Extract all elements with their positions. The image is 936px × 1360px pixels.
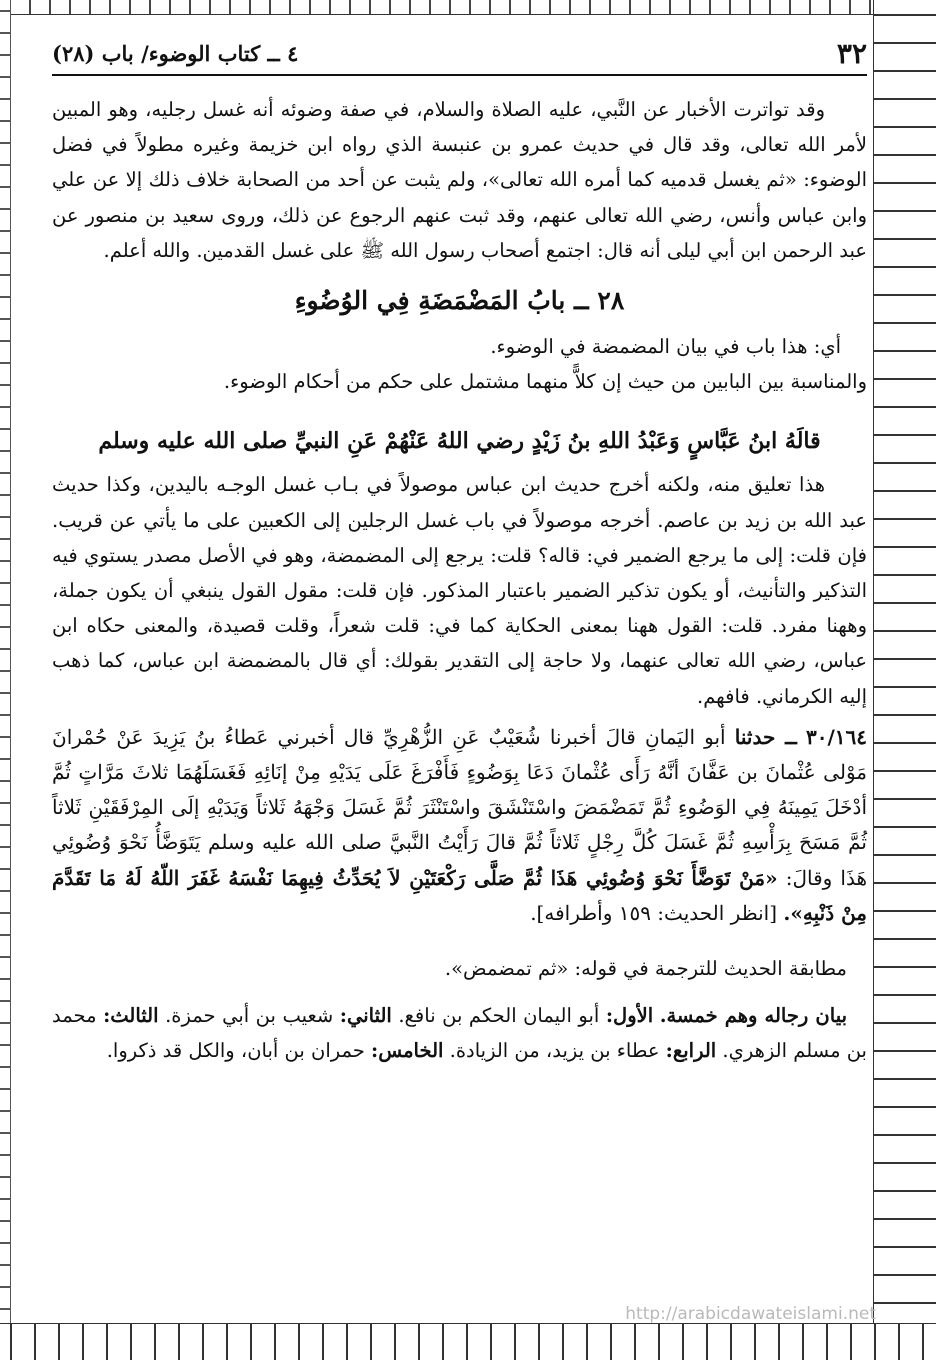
hadith-reference: [انظر الحديث: ١٥٩ وأطرافه]. — [530, 900, 778, 925]
running-title: ٤ ــ كتاب الوضوء/ باب (٢٨) — [52, 40, 299, 66]
rijal-fourth: عطاء بن يزيد، من الزيادة. — [449, 1039, 660, 1063]
explanation-line-2: والمناسبة بين البابين من حيث إن كلاًّ منهما مشتمل على حكم من أحكام الوضوء. — [223, 370, 867, 394]
rijal-third-label: الثالث: — [103, 1004, 159, 1028]
rijal-fifth-label: الخامس: — [371, 1039, 444, 1063]
intro-paragraph: وقد تواترت الأخبار عن النَّبي، عليه الصلاة والسلام، في صفة وضوئه أنه غسل رجليه، وهو المبين لأمر الله تعالى، وقد قال في حديث عمرو بن عنبسة الذي رواه ابن خزيمة وغيره مطولاً في فضل الوضوء: «ثم يغسل قدميه كما أمره الله تعالى»، ولم يثبت عن أحد من الصحابة خلاف ذلك إلا عن علي وابن عباس وأنس، رضي الله تعالى عنهم، وقد ثبت عنهم الرجوع عن ذلك، وروى سعيد بن منصور عن عبد الرحمن ابن أبي ليلى أنه قال: اجتمع أصحاب رسول الله ﷺ على غسل القدمين. والله أعلم. — [52, 98, 867, 262]
rijal-third: محمد بن مسلم الزهري. — [52, 1004, 867, 1063]
rijal-first-label: الأول: — [605, 1004, 654, 1028]
chapter-title: ٢٨ ــ بابُ المَضْمَضَةِ فِي الوُضُوءِ — [294, 286, 625, 316]
hadith-block — [52, 720, 867, 931]
mutabaqa-line: مطابقة الحديث للترجمة في قوله: «ثم تمضمض». — [444, 957, 847, 981]
qala-line: قالَهُ ابنُ عَبَّاسٍ وَعَبْدُ اللهِ بنُ زَيْدٍ رضي اللهُ عَنْهُمْ عَنِ النبيِّ صلى الله عليه وسلم — [98, 428, 821, 455]
decorative-border-left — [0, 0, 11, 1360]
decorative-border-right — [873, 0, 936, 1360]
book-page — [52, 32, 867, 1332]
hadith-matn-strong: «مَنْ تَوَضَّأَ نَحْوَ وُضُوئِي هَذَا ثُمَّ صَلَّى رَكْعَتَيْنِ لاَ يُحَدِّثُ فِيهِمَا نَفْسَهُ غَفَرَ اللّهُ لَهُ مَا تَقَدَّمَ مِنْ ذَنْبِهِ». — [52, 865, 867, 925]
explanation-line-1: أي: هذا باب في بيان المضمضة في الوضوء. — [490, 335, 841, 359]
commentary-paragraph: هذا تعليق منه، ولكنه أخرج حديث ابن عباس موصولاً في بـاب غسل الوجـه باليدين، وكذا حديث عبد الله بن زيد بن عاصم. أخرجه موصولاً في باب غسل الرجلين إلى الكعبين على ما يأتي عن قريب. فإن قلت: إلى ما يرجع الضمير في: قاله؟ قلت: يرجع إلى المضمضة، وهو في الأصل مصدر يستوي فيه التذكير والتأنيث، أو يكون تذكير الضمير باعتبار المذكور. فإن قلت: مقول القول ينبغي أن يكون جملة، وههنا مفرد. قلت: القول ههنا بمعنى الحكاية كما في: قلت شعراً، وقلت قصيدة، والمعنى حكاه ابن عباس، رضي الله تعالى عنهما، ولا حاجة إلى التقدير بقولك: أي قال بالمضمضة ابن عباس، كما ذهب إليه الكرماني. فافهم. — [52, 473, 867, 708]
rijal-heading: بيان رجاله وهم خمسة. — [659, 1004, 848, 1028]
page-number: ٣٢ — [836, 36, 867, 70]
hadith-number: ٣٠/١٦٤ — [806, 724, 868, 749]
rijal-second: شعيب بن أبي حمزة. — [165, 1004, 334, 1028]
hadith-haddathana: ــ حدثنا — [734, 724, 797, 749]
hadith-text: أبو اليَمانِ قالَ أخبرنا شُعَيْبٌ عَنِ الزُّهْرِيِّ قال أخبرني عَطاءُ بنُ يَزِيدَ عَنْ حُمْرانَ مَوْلى عُثْمانَ بن عَفَّانَ أنَّهُ رَأَى عُثْمانَ دَعَا بِوَضُوءٍ فَأَفْرَغَ عَلَى يَدَيْهِ مِنْ إنَائِهِ فَغَسَلَهُمَا ثلاثَ مَرَّاتٍ ثُمَّ أدْخَلَ يَمِينَهُ فِي الوَضُوءِ ثُمَّ تَمَضْمَضَ واسْتَنْشَقَ واسْتَنْثَرَ ثُمَّ غَسَلَ وَجْهَهُ ثَلاثاً وَيَدَيْهِ إلَى المِرْفَقَيْنِ ثَلاثاً ثُمَّ مَسَحَ بِرَأْسِهِ ثُمَّ غَسَلَ كُلَّ رِجْلٍ ثَلاثاً ثُمَّ قالَ رَأَيْتُ النَّبيَّ صلى الله عليه وسلم يَتَوَضَّأُ نَحْوَ وُضُوئِي هَذَا وقالَ: — [52, 724, 868, 890]
rijal-fourth-label: الرابع: — [665, 1039, 717, 1063]
rijal-second-label: الثاني: — [339, 1004, 392, 1028]
rijal-first: أبو اليمان الحكم بن نافع. — [398, 1004, 600, 1028]
watermark-url: http://arabicdawateislami.net — [625, 1304, 876, 1324]
page-header — [52, 32, 867, 76]
rijal-fifth: حمران بن أبان، والكل قد ذكروا. — [106, 1039, 365, 1063]
decorative-border-top — [0, 0, 936, 15]
rijal-paragraph — [52, 998, 867, 1068]
